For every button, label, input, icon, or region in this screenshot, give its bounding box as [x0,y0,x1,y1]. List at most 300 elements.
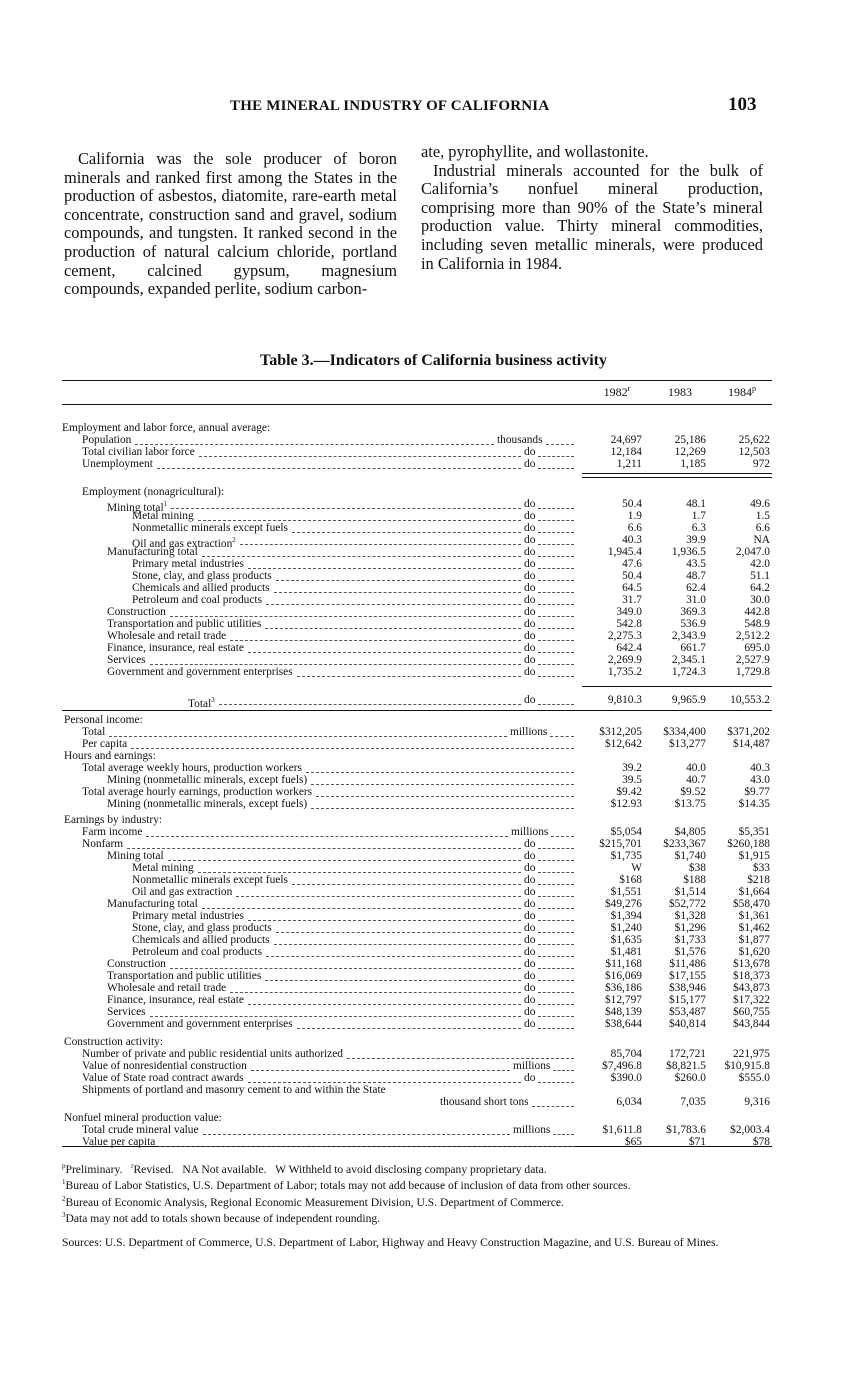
footnote-legend: $^p$Preliminary. $^r$Revised. NA Not available. W Withheld to avoid disclosing company proprietary data. [62,1162,547,1176]
row-unit: do [524,886,536,898]
leader-dots [276,931,521,933]
table-cell-1984: 42.0 [750,558,770,570]
table-cell-1983: 9,965.9 [671,694,706,706]
table-cell-1982: $16,069 [604,970,642,982]
table-cell-1984: 1,729.8 [735,666,770,678]
table-cell-1983: 2,345.1 [671,654,706,666]
table-cell-1984: $14.35 [738,798,770,810]
table-cell-1984: $60,755 [732,1006,770,1018]
row-unit: do [524,982,536,994]
table-cell-1983: $233,367 [663,838,706,850]
row-unit: do [524,510,536,522]
row-label: Total crude mineral value [82,1124,199,1136]
table-cell-1984: 9,316 [744,1096,770,1108]
row-unit: do [524,594,536,606]
leader-dots [202,555,521,557]
table-cell-1983: 1.7 [691,510,706,522]
row-label: Transportation and public utilities [107,618,262,630]
row-label: Primary metal industries [132,558,244,570]
table-row [0,694,867,710]
row-label: Chemicals and allied products [132,934,270,946]
row-unit: do [524,694,536,706]
table-cell-1982: $7,496.8 [602,1060,642,1072]
table-cell-1984: $43,873 [732,982,770,994]
table-cell-1984: 548.9 [744,618,770,630]
table-cell-1984: $13,678 [732,958,770,970]
leader-dots [240,543,521,545]
table-cell-1983: $15,177 [668,994,706,1006]
leader-dots [538,907,574,909]
table-cell-1984: $14,487 [732,738,770,750]
row-label: Services [107,654,146,666]
row-label: Employment (nonagricultural): [82,486,225,498]
table-cell-1983: $11,486 [669,958,706,970]
table-cell-1982: 1,945.4 [607,546,642,558]
table-cell-1982: 6,034 [616,1096,642,1108]
row-label: Mining (nonmetallic minerals, except fuels) [107,798,308,810]
column-mark: p [752,384,756,393]
paragraph: Industrial minerals accounted for the bulk of California’s nonfuel mineral production, comprising more than 90% of the State’s mineral production value. Thirty mineral commodities, including seven metallic minerals, were produced in California in 1984. [421,160,763,273]
table-cell-1984: 51.1 [750,570,770,582]
table-cell-1984: 442.8 [744,606,770,618]
row-label: Government and government enterprises [107,1018,293,1030]
table-cell-1982: 1,211 [616,458,642,470]
leader-dots [297,1027,521,1029]
leader-dots [198,871,521,873]
row-label: Primary metal industries [132,910,244,922]
table-cell-1983: $1,740 [674,850,706,862]
leader-dots [171,507,521,509]
table-cell-1984: $18,373 [732,970,770,982]
leader-dots [127,847,521,849]
table-cell-1984: $43,844 [732,1018,770,1030]
leader-dots [297,675,521,677]
table-cell-1983: 369.3 [680,606,706,618]
row-label: Total [82,726,106,738]
table-cell-1984: $371,202 [727,726,770,738]
table-cell-1982: 39.5 [622,774,642,786]
table-cell-1982: $168 [619,874,642,886]
table-row [0,1136,867,1149]
leader-dots [538,467,574,469]
leader-dots [553,1069,574,1071]
table-cell-1983: 1,936.5 [671,546,706,558]
table-cell-1983: 172,721 [668,1048,706,1060]
table-cell-1984: 49.6 [750,498,770,510]
leader-dots [311,807,574,809]
table-cell-1984: $78 [752,1136,770,1148]
row-label: Value per capita [82,1136,156,1148]
table-cell-1982: 2,269.9 [607,654,642,666]
row-label: Total civilian labor force [82,446,195,458]
leader-dots [168,859,521,861]
leader-dots [236,895,521,897]
row-unit: do [524,898,536,910]
leader-dots [274,591,521,593]
table-cell-1982: 6.6 [627,522,642,534]
table-cell-1983: 2,343.9 [671,630,706,642]
table-cell-1983: $52,772 [668,898,706,910]
leader-dots [538,639,574,641]
table-cell-1984: 25,622 [738,434,770,446]
table-cell-1984: 10,553.2 [730,694,770,706]
table-cell-1984: $10,915.8 [724,1060,770,1072]
table-cell-1983: 31.0 [686,594,706,606]
leader-dots [538,531,574,533]
leader-dots [538,591,574,593]
leader-dots [538,847,574,849]
leader-dots [532,1105,574,1107]
sources-note: Sources: U.S. Department of Commerce, U.S. Department of Labor, Highway and Heavy Construction Magazine, and U.S. Bureau of Mines. [62,1235,719,1249]
running-title: THE MINERAL INDUSTRY OF CALIFORNIA [230,98,550,114]
row-label: Number of private and public residential units authorized [82,1048,343,1060]
leader-dots [248,651,521,653]
leader-dots [538,859,574,861]
row-label: Nonfarm [82,838,124,850]
table-cell-1982: 47.6 [622,558,642,570]
leader-dots [266,603,521,605]
footnote-text: Data may not add to totals shown because of independent rounding. [65,1212,381,1226]
leader-dots [538,663,574,665]
row-label: Nonmetallic minerals except fuels [132,522,288,534]
table-cell-1984: $1,877 [738,934,770,946]
table-cell-1982: $1,481 [610,946,642,958]
table-cell-1984: $260,188 [727,838,770,850]
table-cell-1982: $38,644 [604,1018,642,1030]
leader-dots [538,543,574,545]
table-cell-1982: 542.8 [616,618,642,630]
row-label: Oil and gas extraction [132,886,233,898]
footnote-revised: Revised. [133,1162,174,1176]
table-cell-1984: $555.0 [738,1072,770,1084]
table-cell-1982: 9,810.3 [607,694,642,706]
row-label: Metal mining [132,510,194,522]
footnote-text: Bureau of Economic Analysis, Regional Economic Measurement Division, U.S. Department of Commerce. [65,1195,564,1209]
leader-dots [538,651,574,653]
leader-dots [135,443,494,445]
leader-dots [276,579,521,581]
paragraph: California was the sole producer of boron minerals and ranked first among the States in the production of asbestos, diatomite, rare-earth metal concentrate, construction sand and gravel, sodium compounds, and tungsten. It ranked second in the production of natural calcium chloride, portland cement, calcined gypsum, magnesium compounds, expanded perlite, sodium carbon- [64,149,397,299]
row-label: Unemployment [82,458,153,470]
leader-dots [538,1015,574,1017]
table-cell-1983: 40.0 [686,762,706,774]
table-cell-1983: $13,277 [668,738,706,750]
table-cell-1984: 6.6 [755,522,770,534]
leader-dots [131,747,574,749]
row-unit: do [524,1006,536,1018]
footnotes [62,1160,776,1249]
leader-dots [538,895,574,897]
row-label: Total average hourly earnings, production workers [82,786,313,798]
table-cell-1984: 30.0 [750,594,770,606]
row-label: Wholesale and retail trade [107,982,227,994]
row-footnote-mark: 1 [163,500,168,508]
table-cell-1984: 40.3 [750,762,770,774]
row-label: Finance, insurance, real estate [107,994,244,1006]
table-cell-1982: $36,186 [604,982,642,994]
leader-dots [550,735,574,737]
table-row [0,458,867,471]
leader-dots [538,931,574,933]
row-unit: do [524,618,536,630]
table-cell-1984: NA [753,534,770,546]
leader-dots [538,955,574,957]
table-cell-1983: 1,185 [680,458,706,470]
leader-dots [538,675,574,677]
row-label: Mining total [107,850,164,862]
table-cell-1982: 64.5 [622,582,642,594]
table-cell-1983: $13.75 [674,798,706,810]
leader-dots [538,507,574,509]
leader-dots [546,443,574,445]
table-cell-1984: $1,361 [738,910,770,922]
leader-dots [170,615,521,617]
table-cell-1983: 40.7 [686,774,706,786]
table-cell-1984: 43.0 [750,774,770,786]
table-cell-1982: 50.4 [622,570,642,582]
table-cell-1982: $49,276 [604,898,642,910]
footnote-2: $^2$Bureau of Economic Analysis, Regional Economic Measurement Division, U.S. Department of Commerce. [62,1194,564,1209]
leader-dots [538,579,574,581]
footnote-preliminary: Preliminary. [65,1162,123,1176]
row-label: Transportation and public utilities [107,970,262,982]
leader-dots [538,871,574,873]
table-cell-1984: 221,975 [732,1048,770,1060]
row-unit: do [524,922,536,934]
table-cell-1984: $1,915 [738,850,770,862]
table-cell-1982: $312,205 [599,726,642,738]
row-label: Hours and earnings: [64,750,156,762]
table-cell-1983: 62.4 [686,582,706,594]
table-cell-1983: 43.5 [686,558,706,570]
row-label: Stone, clay, and glass products [132,922,272,934]
row-label: Personal income: [64,714,143,726]
leader-dots [230,991,521,993]
leader-dots [538,991,574,993]
table-cell-1982: 642.4 [616,642,642,654]
table-cell-1982: $390.0 [610,1072,642,1084]
table-cell-1984: $33 [752,862,770,874]
table-cell-1982: $12,642 [604,738,642,750]
table-cell-1983: $1,783.6 [666,1124,706,1136]
leader-dots [292,883,521,885]
table-cell-1984: 972 [752,458,770,470]
table-cell-1982: $1,611.8 [602,1124,642,1136]
row-unit: do [524,910,536,922]
table-cell-1982: 1.9 [627,510,642,522]
leader-dots [538,1003,574,1005]
table-row [0,1096,867,1109]
table-cell-1982: 85,704 [610,1048,642,1060]
row-unit: millions [510,726,548,738]
leader-dots [198,519,521,521]
table-cell-1983: $4,805 [674,826,706,838]
row-label: Government and government enterprises [107,666,293,678]
row-label: Construction [107,606,166,618]
row-label: Nonmetallic minerals except fuels [132,874,288,886]
row-unit: do [524,446,536,458]
row-label: Mining total$^1$ [107,500,168,514]
table-cell-1982: $1,394 [610,910,642,922]
row-unit: thousand short tons [440,1096,529,1108]
row-unit: do [524,642,536,654]
leader-dots [248,567,521,569]
leader-dots [538,967,574,969]
row-label: Petroleum and coal products [132,946,263,958]
row-unit: do [524,570,536,582]
row-label: Manufacturing total [107,546,198,558]
leader-dots [159,1145,574,1147]
row-unit: do [524,654,536,666]
table-cell-1982: W [631,862,642,874]
row-footnote-mark: 3 [211,696,215,704]
row-unit: do [524,666,536,678]
row-label: Services [107,1006,146,1018]
row-unit: do [524,970,536,982]
row-label: Oil and gas extraction$^2$ [132,536,236,550]
table-cell-1984: $17,322 [732,994,770,1006]
table-row [0,798,867,811]
row-label: Population [82,434,132,446]
row-unit: do [524,958,536,970]
leader-dots [538,943,574,945]
table-cell-1982: 40.3 [622,534,642,546]
row-footnote-mark: 2 [232,536,236,544]
row-label: Value of nonresidential construction [82,1060,247,1072]
leader-dots [306,771,574,773]
page-number: 103 [728,94,757,115]
table-cell-1984: 64.2 [750,582,770,594]
table-cell-1982: 1,735.2 [607,666,642,678]
table-cell-1983: $1,733 [674,934,706,946]
leader-dots [230,639,521,641]
row-label: Shipments of portland and masonry cement to and within the State [82,1084,386,1096]
row-label: Petroleum and coal products [132,594,263,606]
table-cell-1983: 48.7 [686,570,706,582]
leader-dots [266,955,521,957]
row-unit: do [524,862,536,874]
row-label: Wholesale and retail trade [107,630,227,642]
leader-dots [170,967,521,969]
table-cell-1982: $48,139 [604,1006,642,1018]
table-cell-1983: $38 [688,862,706,874]
row-unit: do [524,994,536,1006]
row-unit: do [524,1072,536,1084]
table-cell-1983: $1,328 [674,910,706,922]
row-unit: do [524,522,536,534]
table-cell-1982: $215,701 [599,838,642,850]
leader-dots [538,979,574,981]
footnote-text: Bureau of Labor Statistics, U.S. Department of Labor; totals may not add because of inclusion of data from other sources. [65,1179,631,1193]
table-cell-1983: $40,814 [668,1018,706,1030]
leader-dots [199,455,521,457]
row-unit: do [524,850,536,862]
table-cell-1984: $1,462 [738,922,770,934]
table-cell-1983: $53,487 [668,1006,706,1018]
leader-dots [265,627,521,629]
leader-dots [292,531,521,533]
leader-dots [538,919,574,921]
table-cell-1982: $9.42 [616,786,642,798]
row-unit: millions [513,1124,551,1136]
table-cell-1982: 39.2 [622,762,642,774]
table-cell-1982: $1,240 [610,922,642,934]
leader-dots [311,783,574,785]
table-cell-1984: 2,512.2 [735,630,770,642]
leader-dots [538,555,574,557]
table-cell-1983: 1,724.3 [671,666,706,678]
leader-dots [157,467,521,469]
table-cell-1984: 1.5 [755,510,770,522]
leader-dots [274,943,521,945]
leader-dots [248,1003,521,1005]
row-unit: do [524,1018,536,1030]
table-cell-1982: 31.7 [622,594,642,606]
table-cell-1983: $38,946 [668,982,706,994]
table-cell-1982: $5,054 [610,826,642,838]
row-label: Total average weekly hours, production workers [82,762,302,774]
row-unit: do [524,606,536,618]
footnote-na: NA Not available. [182,1162,267,1176]
leader-dots [538,567,574,569]
row-label: Chemicals and allied products [132,582,270,594]
row-unit: do [524,546,536,558]
footnote-1: $^1$Bureau of Labor Statistics, U.S. Department of Labor; totals may not add because of inclusion of data from other sources. [62,1178,631,1193]
table-cell-1984: $5,351 [738,826,770,838]
leader-dots [265,979,521,981]
row-label: Metal mining [132,862,194,874]
table-title: Table 3.—Indicators of California business activity [260,352,607,369]
column-year: 1983 [668,385,692,399]
leader-dots [551,835,574,837]
table-cell-1983: 12,269 [674,446,706,458]
leader-dots [538,703,574,705]
table-cell-1983: 7,035 [680,1096,706,1108]
leader-dots [538,1081,574,1083]
table-cell-1983: 536.9 [680,618,706,630]
table-cell-1984: $1,620 [738,946,770,958]
table-cell-1982: 12,184 [610,446,642,458]
table-cell-1984: 2,527.9 [735,654,770,666]
row-label: Employment and labor force, annual average: [62,422,271,434]
leader-dots [203,1133,510,1135]
table-cell-1983: $17,155 [668,970,706,982]
leader-dots [219,703,521,705]
table-cell-1984: 695.0 [744,642,770,654]
leader-dots [538,627,574,629]
table-cell-1983: $334,400 [663,726,706,738]
row-unit: do [524,838,536,850]
table-cell-1983: $1,296 [674,922,706,934]
table-cell-1983: $9.52 [680,786,706,798]
table-cell-1983: 661.7 [680,642,706,654]
table-cell-1982: $65 [624,1136,642,1148]
row-unit: thousands [497,434,543,446]
row-unit: do [524,630,536,642]
table-cell-1983: 25,186 [674,434,706,446]
footnote-3: $^3$Data may not add to totals shown because of independent rounding. [62,1211,381,1226]
table-cell-1982: $12.93 [610,798,642,810]
table-cell-1984: $58,470 [732,898,770,910]
row-unit: do [524,934,536,946]
leader-dots [538,603,574,605]
table-cell-1982: $12,797 [604,994,642,1006]
table-row [0,666,867,679]
table-cell-1982: 24,697 [610,434,642,446]
row-unit: do [524,534,536,546]
row-label: Construction [107,958,166,970]
column-year: 1984 [728,385,752,399]
